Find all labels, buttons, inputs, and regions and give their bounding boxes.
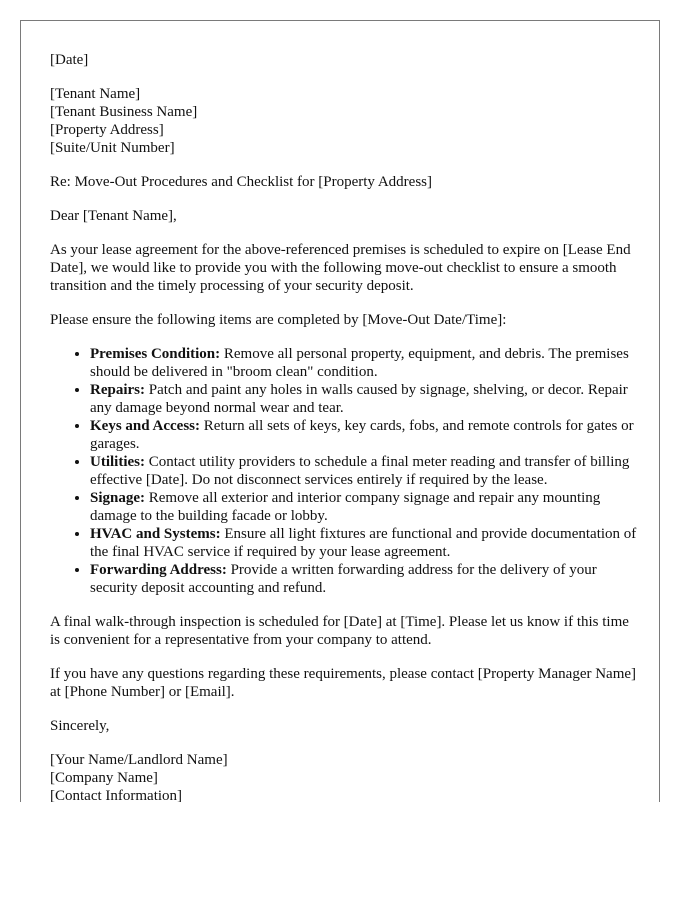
signature-company: [Company Name]: [50, 770, 158, 786]
checklist-item-text: Patch and paint any holes in walls caused by signage, shelving, or decor. Repair any damage beyond normal wear and tear.: [90, 382, 628, 416]
subject-line: Re: Move-Out Procedures and Checklist for [Property Address]: [50, 174, 433, 190]
checklist-item-hvac-and-systems: [90, 525, 640, 561]
checklist-item-forwarding-address: [90, 561, 640, 597]
checklist: [50, 345, 640, 597]
checklist-item-text: Return all sets of keys, key cards, fobs, and remote controls for gates or garages.: [90, 418, 634, 452]
checklist-item-text: Provide a written forwarding address for the delivery of your security deposit accounting and refund.: [90, 562, 597, 596]
recipient-suite: [Suite/Unit Number]: [50, 140, 175, 156]
signature-block: [50, 751, 640, 802]
recipient-name: [Tenant Name]: [50, 86, 141, 102]
intro-paragraph: As your lease agreement for the above-referenced premises is scheduled to expire on [Lease End Date], we would like to provide you with the following move-out checklist to ensure a smooth transition and the timely processing of your security deposit.: [50, 242, 631, 294]
checklist-item-repairs: [90, 381, 640, 417]
salutation: Dear [Tenant Name],: [50, 208, 177, 224]
checklist-item-title: Utilities:: [90, 454, 145, 470]
checklist-item-title: Signage:: [90, 490, 146, 506]
recipient-address: [Property Address]: [50, 122, 164, 138]
checklist-item-utilities: [90, 453, 640, 489]
checklist-item-title: Premises Condition:: [90, 346, 221, 362]
signature-contact: [Contact Information]: [50, 788, 183, 802]
checklist-item-title: Repairs:: [90, 382, 145, 398]
checklist-item-signage: [90, 489, 640, 525]
recipient-block: [50, 85, 640, 157]
checklist-item-text: Remove all personal property, equipment, and debris. The premises should be delivered in "broom clean" condition.: [90, 346, 629, 380]
closing: Sincerely,: [50, 718, 110, 734]
checklist-item-text: Contact utility providers to schedule a final meter reading and transfer of billing effective [Date]. Do not disconnect services entirely if required by the lease.: [90, 454, 630, 488]
signature-name: [Your Name/Landlord Name]: [50, 752, 228, 768]
letter-content: [50, 51, 640, 802]
checklist-item-text: Ensure all light fixtures are functional and provide documentation of the final HVAC service if required by your lease agreement.: [90, 526, 637, 560]
checklist-item-title: Forwarding Address:: [90, 562, 227, 578]
checklist-intro: Please ensure the following items are completed by [Move-Out Date/Time]:: [50, 312, 507, 328]
letter-page: [20, 20, 660, 802]
recipient-business: [Tenant Business Name]: [50, 104, 198, 120]
questions-paragraph: If you have any questions regarding these requirements, please contact [Property Manager Name] at [Phone Number] or [Email].: [50, 666, 637, 700]
checklist-item-title: HVAC and Systems:: [90, 526, 221, 542]
checklist-item-text: Remove all exterior and interior company signage and repair any mounting damage to the building facade or lobby.: [90, 490, 601, 524]
checklist-item-title: Keys and Access:: [90, 418, 200, 434]
checklist-item-keys-and-access: [90, 417, 640, 453]
checklist-item-premises-condition: [90, 345, 640, 381]
letter-date: [Date]: [50, 52, 89, 68]
inspection-paragraph: A final walk-through inspection is scheduled for [Date] at [Time]. Please let us know if this time is convenient for a representative from your company to attend.: [50, 614, 629, 648]
